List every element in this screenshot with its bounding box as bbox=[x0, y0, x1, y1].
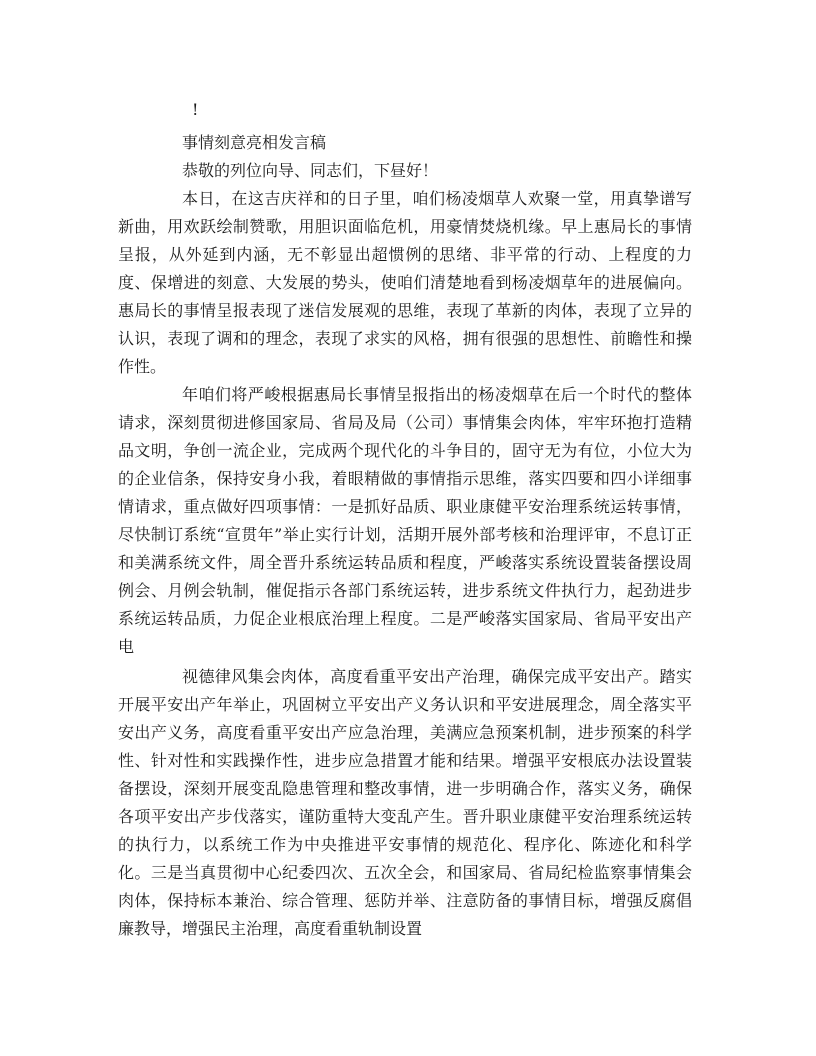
page-mark: ! bbox=[192, 100, 199, 119]
greeting-line: 恭敬的列位向导、同志们，下昼好！ bbox=[182, 161, 439, 180]
document-title: 事情刻意亮相发言稿 bbox=[182, 133, 327, 152]
paragraph-3: 视德律风集会肉体，高度看重平安出产治理，确保完成平安出产。踏实开展平安出产年举止，巩固树立平安出产义务认识和平安进展理念，周全落实平安出产义务，高度看重平安出产应急治理，美满应急预案机制，进步预案的科学性、针对性和实践操作性，进步应急措置才能和结果。增强平安根底办法设置装备摆设，深刻开展变乱隐患管理和整改事情，进一步明确合作，落实义务，确保各项平安出产步伐落实，谨防重特大变乱产生。晋升职业康健平安治理系统运转的执行力，以系统工作为中央推进平安事情的规范化、程序化、陈迹化和科学化。三是当真贯彻中心纪委四次、五次全会，和国家局、省局纪检监察事情集会肉体，保持标本兼治、综合管理、惩防并举、注意防备的事情目标，增强反腐倡廉教导，增强民主治理，高度看重轨制设置 bbox=[118, 667, 692, 938]
document-body bbox=[118, 129, 692, 943]
paragraph-2: 年咱们将严峻根据惠局长事情呈报指出的杨凌烟草在后一个时代的整体请求，深刻贯彻进修国家局、省局及局（公司）事情集会肉体，牢牢环抱打造精品文明，争创一流企业，完成两个现代化的斗争目的，固守无为有位，小位大为的企业信条，保持安身小我，着眼精做的事情指示思维，落实四要和四小详细事情请求，重点做好四项事情：一是抓好品质、职业康健平安治理系统运转事情，尽快制订系统“宣贯年”举止实行计划，活期开展外部考核和治理评审，不息订正和美满系统文件，周全晋升系统运转品质和程度，严峻落实系统设置装备摆设周例会、月例会轨制，催促指示各部门系统运转，进步系统文件执行力，起劲进步系统运转品质，力促企业根底治理上程度。二是严峻落实国家局、省局平安出产电 bbox=[118, 385, 692, 656]
paragraph-1: 本日，在这吉庆祥和的日子里，咱们杨凌烟草人欢聚一堂，用真挚谱写新曲，用欢跃绘制赞歌，用胆识面临危机，用豪情焚烧机缘。早上惠局长的事情呈报，从外延到内涵，无不彰显出超惯例的思绪、非平常的行动、上程度的力度、保增进的刻意、大发展的势头，使咱们清楚地看到杨凌烟草年的进展偏向。惠局长的事情呈报表现了迷信发展观的思维，表现了革新的肉体，表现了立异的认识，表现了调和的理念，表现了求实的风格，拥有很强的思想性、前瞻性和操作性。 bbox=[118, 189, 692, 376]
